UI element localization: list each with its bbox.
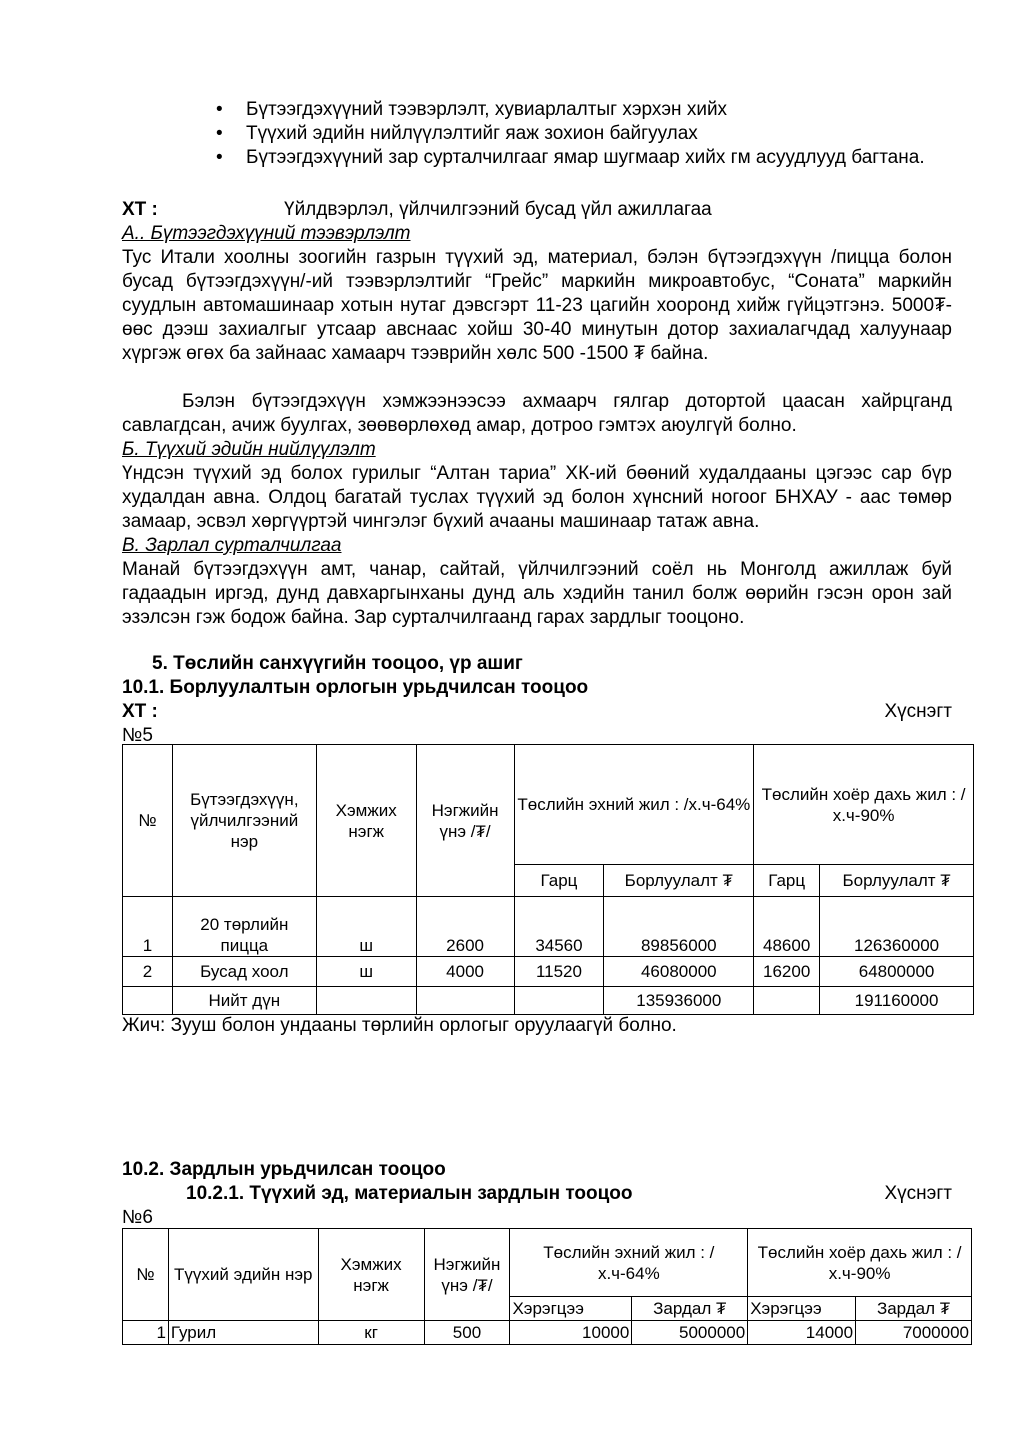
header-year1: Төслийн эхний жил : /х.ч-64% [514,745,754,865]
table-label: Хүснэгт [884,701,952,722]
header-need1: Хэрэгцээ [510,1297,632,1321]
cell-name: 20 төрлийн пицца [172,897,316,957]
cell-price: 2600 [416,897,514,957]
table-row [123,957,974,987]
section-10-2-title: 10.2. Зардлын урьдчилсан тооцоо [122,1159,446,1180]
section-b-paragraph: Үндсэн түүхий эд болох гурилыг “Алтан тариа” ХК-ий бөөний худалдааны цэгээс сар бүр худалдан авна. Олдоц багатай туслах түүхий эд болон хүнсний ногоог БНХАУ - аас төмөр замаар, эсвэл хөргүүртэй чингэлэг бүхий ачааны машинаар татаж авна. [122,463,952,532]
table-row [123,897,974,957]
cell-unit: ш [316,957,416,987]
cell-sales2: 191160000 [820,987,974,1015]
cell-output2: 16200 [754,957,820,987]
bullet-text: Бүтээгдэхүүний тээвэрлэлт, хувиарлалтыг хэрхэн хийх [246,99,728,120]
header-year1: Төслийн эхний жил : /х.ч-64% [510,1229,748,1297]
table-row [123,1321,972,1345]
cell-unit: ш [316,897,416,957]
bullet-item [216,146,952,170]
bullet-dot-icon: • [216,99,223,120]
cell-sales1: 46080000 [604,957,754,987]
header-product: Бүтээгдэхүүн, үйлчилгээний нэр [172,745,316,897]
cell-price: 500 [424,1321,510,1345]
cell-unit: кг [318,1321,424,1345]
cell-no: 2 [123,957,173,987]
header-year2: Төслийн хоёр дахь жил : /х.ч-90% [748,1229,972,1297]
xt-title: Үйлдвэрлэл, үйлчилгээний бусад үйл ажиллагаа [284,199,712,220]
header-year2: Төслийн хоёр дахь жил : /х.ч-90% [754,745,974,865]
section-a-paragraph-2: Бэлэн бүтээгдэхүүн хэмжээнээсээ ахмаарч гялгар дотортой цаасан хайрцганд савлагдсан, ачиж буулгах, зөөвөрлөхөд амар, дотроо гэмтэх аюулгүй болно. [122,391,952,436]
cell-need2: 14000 [748,1321,856,1345]
xt-label-2: ХТ : [122,701,158,722]
bullet-dot-icon: • [216,123,223,144]
bullet-list [216,98,952,170]
section-v-paragraph: Манай бүтээгдэхүүн амт, чанар, сайтай, үйлчилгээний соёл нь Монголд ажиллаж буй гадаадын иргэд, дунд давхаргынханы дунд аль хэдийн танил болж өөрийн гэсэн орон зай эзэлсэн гэж бодож байна. Зар сурталчилгаанд гарах зардлыг тооцоно. [122,559,952,628]
header-price: Нэгжийн үнэ /₮/ [424,1229,510,1321]
cell-name: Нийт дүн [172,987,316,1015]
cell-output1: 11520 [514,957,604,987]
table-number: №6 [122,1207,153,1228]
cell-need1: 10000 [510,1321,632,1345]
materials-table [122,1228,972,1345]
cell-cost2: 7000000 [856,1321,972,1345]
cell-no: 1 [123,897,173,957]
bullet-text: Бүтээгдэхүүний зар сурталчилгааг ямар шугмаар хийх гм асуудлууд багтана. [246,147,925,168]
cell-unit [316,987,416,1015]
header-unit: Хэмжих нэгж [316,745,416,897]
cell-sales1: 89856000 [604,897,754,957]
table-number: №5 [122,725,153,746]
cell-cost1: 5000000 [632,1321,748,1345]
table-note: Жич: Зууш болон ундааны төрлийн орлогыг оруулаагүй болно. [122,1015,677,1036]
section-a-heading: А.. Бүтээгдэхүүний тээвэрлэлт [122,223,411,244]
header-sales2: Борлуулалт ₮ [820,865,974,897]
cell-no [123,987,173,1015]
table-total-row [123,987,974,1015]
header-no: № [123,745,173,897]
cell-output1 [514,987,604,1015]
bullet-text: Түүхий эдийн нийлүүлэлтийг яаж зохион байгуулах [246,123,698,144]
cell-output2 [754,987,820,1015]
bullet-item [216,98,952,122]
section-b-heading: Б. Түүхий эдийн нийлүүлэлт [122,439,376,460]
cell-no: 1 [123,1321,169,1345]
cell-sales1: 135936000 [604,987,754,1015]
cell-price: 4000 [416,957,514,987]
header-output2: Гарц [754,865,820,897]
section-10-1-title: 10.1. Борлуулалтын орлогын урьдчилсан тооцоо [122,677,589,698]
bullet-item [216,122,952,146]
section-10-2-1-title: 10.2.1. Түүхий эд, материалын зардлын тооцоо [186,1183,633,1204]
header-sales1: Борлуулалт ₮ [604,865,754,897]
header-need2: Хэрэгцээ [748,1297,856,1321]
section-5-title: 5. Төслийн санхүүгийн тооцоо, үр ашиг [152,653,523,674]
cell-price [416,987,514,1015]
cell-sales2: 126360000 [820,897,974,957]
sales-table [122,744,974,1015]
cell-output1: 34560 [514,897,604,957]
header-cost1: Зардал ₮ [632,1297,748,1321]
section-a-paragraph: Тус Итали хоолны зоогийн газрын түүхий эд, материал, бэлэн бүтээгдэхүүн /пицца болон бусад бүтээгдэхүүн/-ий тээвэрлэлтийг “Грейс” маркийн микроавтобус, “Соната” маркийн суудлын автомашинаар хотын нутаг дэвсгэрт 11-23 цагийн хооронд хийж гүйцэтгэнэ. 5000₮-өөс дээш захиалгыг утсаар авснаас хойш 30-40 минутын дотор захиалагчдад халуунаар хүргэж өгөх ба зайнаас хамаарч тээврийн хөлс 500 -1500 ₮ байна. [122,247,952,364]
table-label: Хүснэгт [884,1183,952,1204]
bullet-dot-icon: • [216,147,223,168]
cell-output2: 48600 [754,897,820,957]
header-price: Нэгжийн үнэ /₮/ [416,745,514,897]
cell-sales2: 64800000 [820,957,974,987]
header-unit: Хэмжих нэгж [318,1229,424,1321]
header-output1: Гарц [514,865,604,897]
header-material: Түүхий эдийн нэр [168,1229,318,1321]
cell-name: Гурил [168,1321,318,1345]
header-cost2: Зардал ₮ [856,1297,972,1321]
xt-label: ХТ : [122,199,158,220]
header-no: № [123,1229,169,1321]
cell-name: Бусад хоол [172,957,316,987]
section-v-heading: В. Зарлал сурталчилгаа [122,535,342,556]
